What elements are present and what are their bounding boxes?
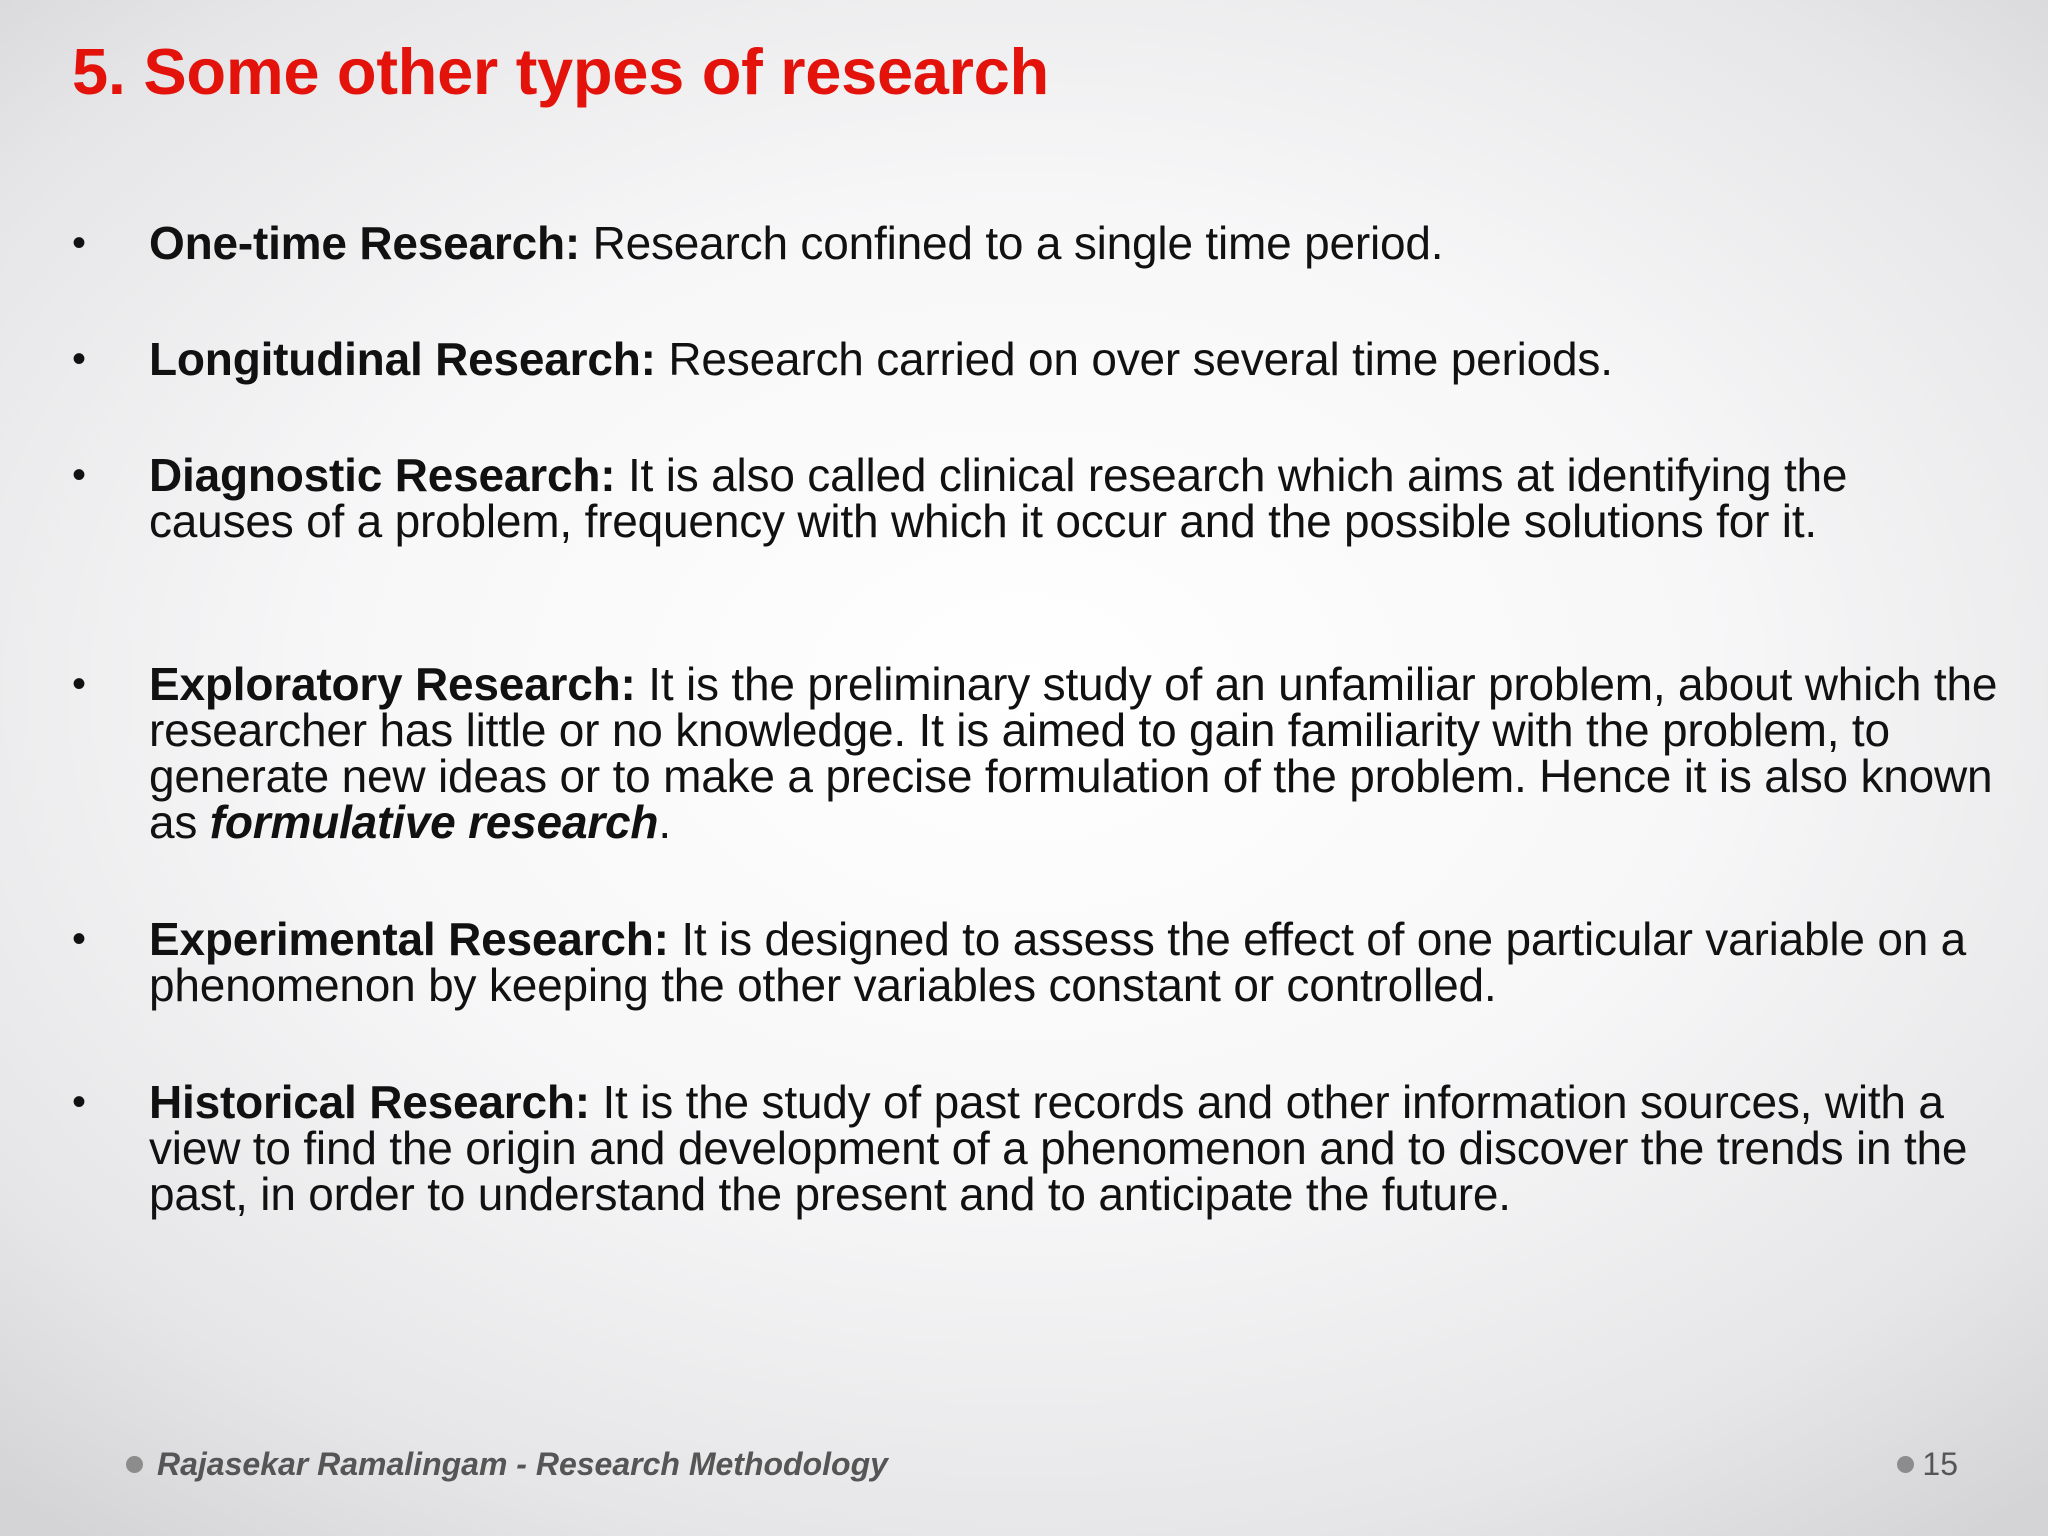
bullet-text [149, 217, 1999, 269]
term-description: Research carried on over several time periods. [655, 333, 1613, 385]
term-label: Experimental Research: [149, 913, 669, 965]
term-description: It is the study of past records and other information sources, with a view to find the origin and development of a phenomenon and to discover the trends in the past, in order to understand the present and to anticipate the future. [149, 1076, 1968, 1220]
bullet-marker: • [72, 1080, 87, 1124]
bullet-marker: • [72, 337, 87, 381]
term-label: Diagnostic Research: [149, 449, 616, 501]
footer-bullet-icon [126, 1456, 143, 1473]
bullet-text [149, 658, 1999, 848]
page-number: 15 [1922, 1445, 1958, 1482]
term-description: Research confined to a single time period. [580, 217, 1444, 269]
page-bullet-icon [1897, 1456, 1914, 1473]
term-description: It is also called clinical research which aims at identifying the causes of a problem, frequency with which it occur and the possible solutions for it. [149, 449, 1848, 547]
bullet-text [149, 913, 1999, 1011]
bullet-marker: • [72, 221, 87, 265]
bullet-marker: • [72, 453, 87, 497]
slide-title: 5. Some other types of research [72, 35, 1049, 108]
sentence-end: . [658, 796, 671, 848]
emphasis-text: formulative research [209, 796, 659, 848]
bullet-text [149, 449, 1999, 547]
bullet-marker: • [72, 917, 87, 961]
footer-page [1897, 1444, 1958, 1484]
term-label: Longitudinal Research: [149, 333, 656, 385]
bullet-text [149, 1076, 1999, 1220]
footer-credit [126, 1444, 888, 1484]
bullet-text [149, 333, 1999, 385]
term-label: Historical Research: [149, 1076, 590, 1128]
term-label: One-time Research: [149, 217, 580, 269]
term-label: Exploratory Research: [149, 658, 636, 710]
term-description: It is designed to assess the effect of one particular variable on a phenomenon by keeping the other variables constant or controlled. [149, 913, 1967, 1011]
footer-author-course: Rajasekar Ramalingam - Research Methodology [157, 1445, 888, 1482]
bullet-marker: • [72, 662, 87, 706]
term-description: It is the preliminary study of an unfamiliar problem, about which the researcher has little or no knowledge. It is aimed to gain familiarity with the problem, to generate new ideas or to make a precise formulation of the problem. Hence it is also known as [149, 658, 1998, 848]
